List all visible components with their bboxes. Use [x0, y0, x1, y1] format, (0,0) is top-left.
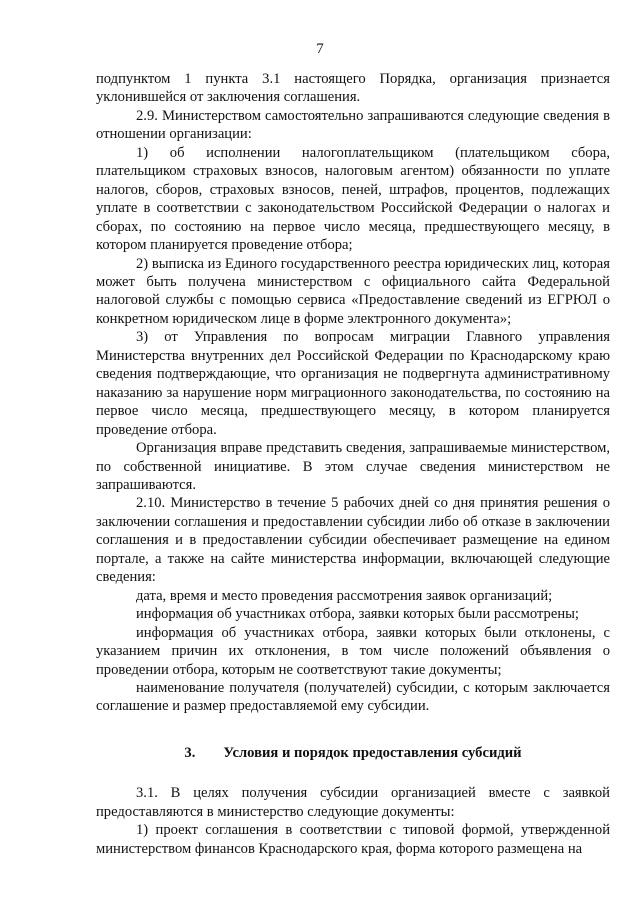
document-body — [96, 70, 610, 858]
spacer — [96, 762, 610, 784]
paragraph-3-1-item-1: 1) проект соглашения в соответствии с типовой формой, утвержденной министерством финансов Краснодарского края, форма которого размещена на — [96, 822, 610, 857]
page-number: 7 — [316, 41, 324, 57]
section-heading — [96, 744, 610, 762]
paragraph-list-rejected: информация об участниках отбора, заявки которых были отклонены, с указанием причин их отклонения, в том числе положений объявления о проведении отбора, которым не соответствуют такие документы; — [96, 624, 610, 678]
paragraph-list-recipient: наименование получателя (получателей) субсидии, с которым заключается соглашение и размер предоставляемой ему субсидии. — [96, 679, 610, 715]
paragraph-item-3: 3) от Управления по вопросам миграции Главного управления Министерства внутренних дел Российской Федерации по Краснодарскому краю сведения подтверждающие, что организация не подвергнута административному наказанию за нарушение норм миграционного законодательства, по состоянию на первое число месяца, предшествующего месяцу, в котором планируется проведение отбора. — [96, 329, 610, 438]
paragraph-list-date: дата, время и место проведения рассмотрения заявок организаций; — [136, 587, 553, 604]
spacer — [96, 716, 610, 744]
paragraph-3-1: 3.1. В целях получения субсидии организацией вместе с заявкой предоставляются в министерство следующие документы: — [96, 785, 610, 820]
section-number: 3. — [184, 744, 196, 761]
section-title: Условия и порядок предоставления субсидий — [223, 744, 522, 761]
paragraph-continuation: подпунктом 1 пункта 3.1 настоящего Порядка, организация признается уклонившейся от заключения соглашения. — [96, 71, 610, 106]
paragraph-2-9: 2.9. Министерством самостоятельно запрашиваются следующие сведения в отношении организации: — [96, 107, 610, 143]
paragraph-own-initiative: Организация вправе представить сведения, запрашиваемые министерством, по собственной инициативе. В этом случае сведения министерством не запрашиваются. — [96, 440, 610, 493]
paragraph-item-1: 1) об исполнении налогоплательщиком (плательщиком сбора, плательщиком страховых взносов, налоговым агентом) обязанности по уплате налогов, сборов, страховых взносов, пеней, штрафов, процентов, подлежащих уплате в соответствии с законодательством Российской Федерации о налогах и сборах, по состоянию на первое число месяца, предшествующего месяцу, в котором планируется проведение отбора; — [96, 144, 610, 254]
paragraph-list-reviewed: информация об участниках отбора, заявки которых были рассмотрены; — [136, 606, 579, 623]
paragraph-item-2: 2) выписка из Единого государственного реестра юридических лиц, которая может быть получена министерством с официального сайта Федеральной налоговой службы с помощью сервиса «Предоставление сведений из ЕГРЮЛ о конкретном юридическом лице в форме электронного документа»; — [96, 255, 610, 327]
paragraph-2-10: 2.10. Министерство в течение 5 рабочих дней со дня принятия решения о заключении соглашения и предоставлении субсидии либо об отказе в заключении соглашения и в предоставлении субсидии обеспечивает размещение на едином портале, а также на сайте министерства информации, включающей следующие сведения: — [96, 495, 610, 586]
